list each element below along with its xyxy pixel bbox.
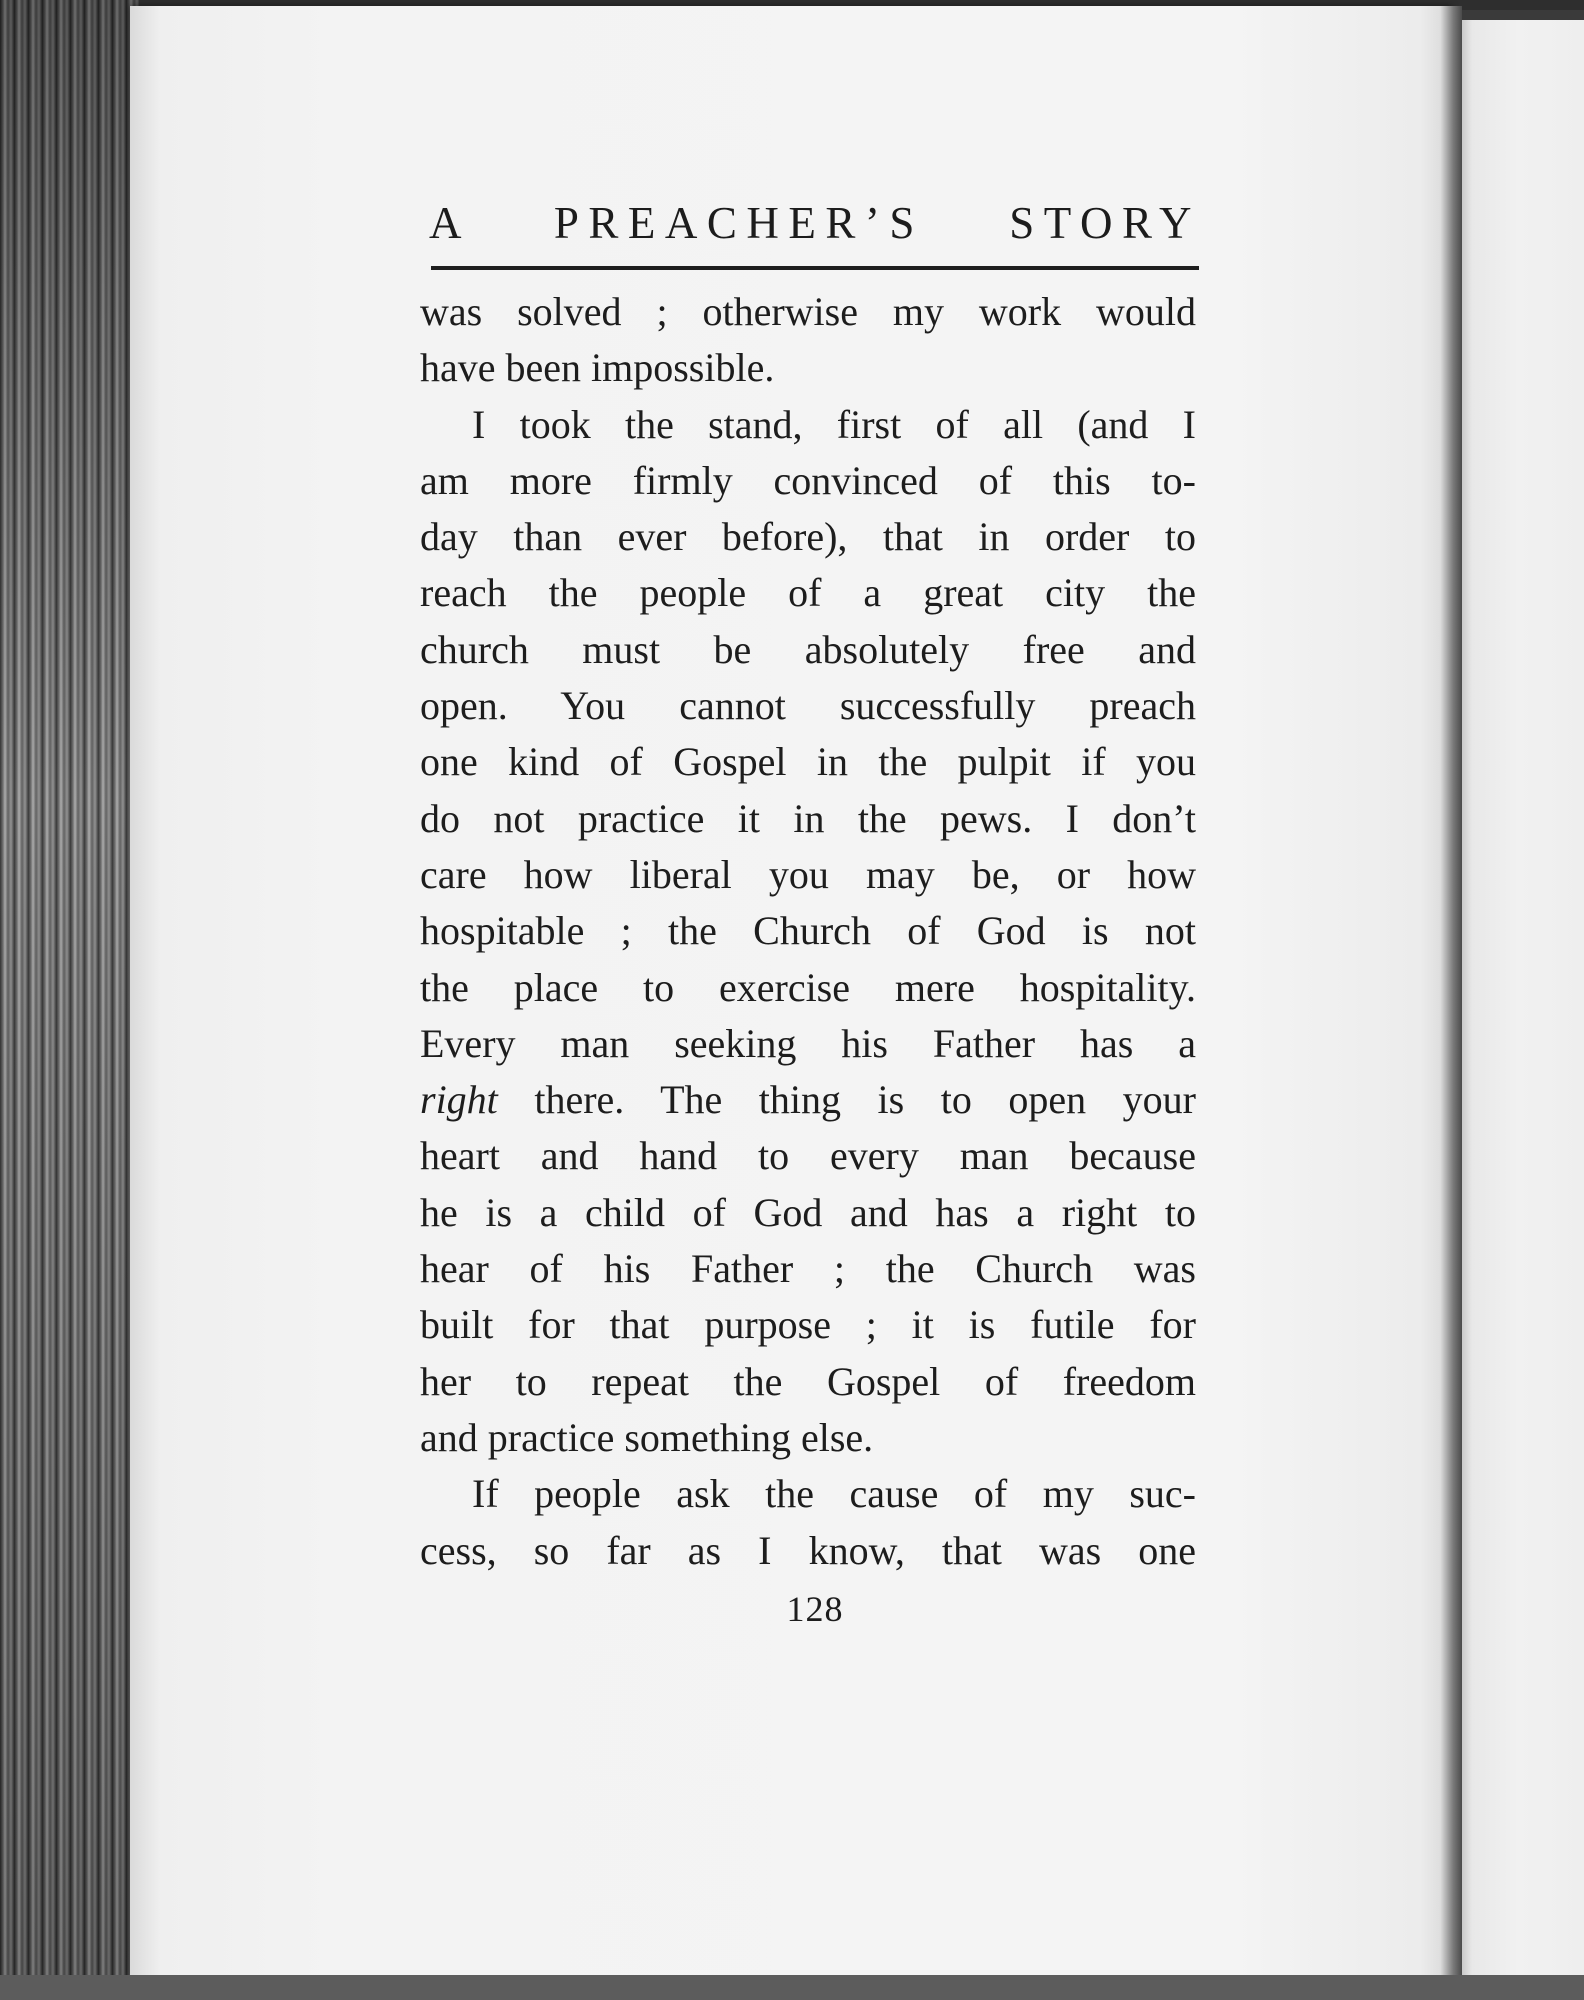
body-text — [420, 284, 1196, 1579]
facing-page — [1458, 20, 1584, 1980]
text-line: was solved ; otherwise my work would — [420, 289, 1196, 334]
paragraph-3 — [420, 1466, 1196, 1579]
text-line: heart and hand to every man because — [420, 1133, 1196, 1179]
paragraph-2 — [420, 397, 1196, 1467]
text-line: cess, so far as I know, that was one — [420, 1527, 1196, 1573]
text-line: her to repeat the Gospel of freedom — [420, 1358, 1196, 1404]
text-line: church must be absolutely free and — [420, 626, 1196, 672]
text-line: the place to exercise mere hospitality. — [420, 964, 1196, 1010]
scan-bottom-edge — [0, 1975, 1584, 2000]
page-number: 128 — [786, 1589, 844, 1629]
text-line: Every man seeking his Father has a — [420, 1020, 1196, 1066]
text-line: day than ever before), that in order to — [420, 514, 1196, 560]
text-line: hospitable ; the Church of God is not — [420, 908, 1196, 954]
running-head-rule — [431, 266, 1199, 270]
text-run: there. The thing is to open your — [497, 1077, 1196, 1123]
text-line: and practice something else. — [420, 1414, 874, 1460]
text-line: he is a child of God and has a right to — [420, 1189, 1196, 1235]
text-line: have been impossible. — [420, 345, 775, 391]
text-line: If people ask the cause of my suc- — [472, 1471, 1196, 1517]
paragraph-1 — [420, 284, 1196, 397]
text-line: open. You cannot successfully preach — [420, 683, 1196, 729]
text-line-with-italic — [420, 1072, 1196, 1128]
text-line: reach the people of a great city the — [420, 570, 1196, 616]
fore-edge-shading — [0, 0, 140, 2000]
italic-word: right — [420, 1077, 498, 1123]
text-line: do not practice it in the pews. I don’t — [420, 795, 1196, 841]
text-line: I took the stand, first of all (and I — [472, 401, 1196, 447]
text-line: one kind of Gospel in the pulpit if you — [420, 739, 1196, 785]
text-line: built for that purpose ; it is futile for — [420, 1302, 1196, 1348]
text-line: am more firmly convinced of this to- — [420, 457, 1196, 503]
text-line: hear of his Father ; the Church was — [420, 1246, 1196, 1292]
text-line: care how liberal you may be, or how — [420, 851, 1196, 897]
running-head: A PREACHER’S STORY — [429, 198, 1201, 248]
page-gutter — [1440, 6, 1462, 1981]
